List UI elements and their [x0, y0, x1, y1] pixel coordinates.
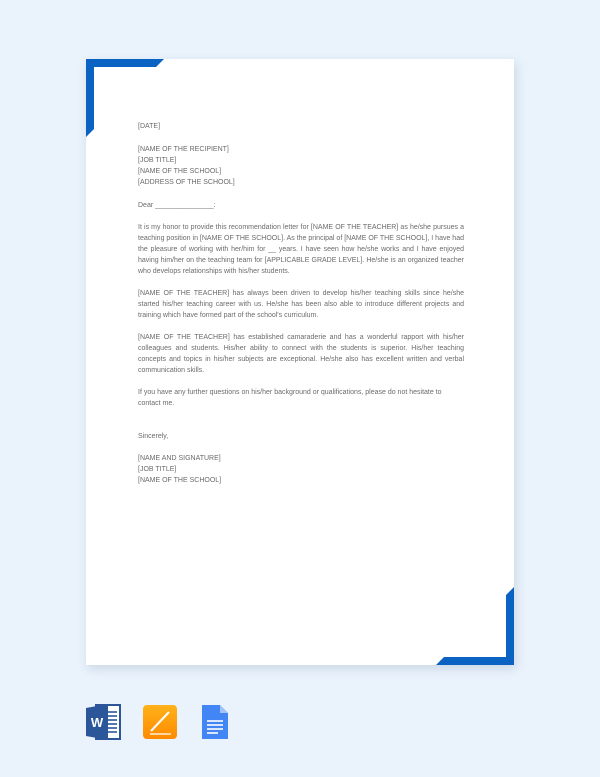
google-docs-icon[interactable]: [198, 703, 234, 741]
signature-name: [NAME AND SIGNATURE]: [138, 455, 221, 462]
salutation: Dear _______________:: [138, 202, 216, 209]
paragraph-contact: If you have any further questions on his/her background or qualifications, please do not hesitate to contact me.: [138, 389, 442, 407]
pages-icon[interactable]: [142, 703, 178, 741]
recipient-address: [ADDRESS OF THE SCHOOL]: [138, 179, 235, 186]
closing: Sincerely,: [138, 433, 169, 440]
paragraph-intro: It is my honor to provide this recommendation letter for [NAME OF THE TEACHER] as he/she pursues a teaching position in [NAME OF THE SCHOOL]. As the principal of [NAME OF THE SCHOOL], I have had the pleasure of working with her/him for __ years. I have seen how he/she works and I have enjoyed having him/her on the teaching team for [APPLICABLE GRADE LEVEL]. He/she is an organized teacher who develops relationships with his/her students.: [138, 224, 464, 275]
corner-accent-bottom-right: [434, 585, 514, 665]
recipient-job-title: [JOB TITLE]: [138, 157, 177, 164]
word-icon-letter: W: [90, 715, 104, 730]
word-icon[interactable]: [86, 703, 122, 741]
letter-page: [86, 59, 514, 665]
recipient-name: [NAME OF THE RECIPIENT]: [138, 146, 229, 153]
recipient-school: [NAME OF THE SCHOOL]: [138, 168, 222, 175]
paragraph-skills: [NAME OF THE TEACHER] has always been driven to develop his/her teaching skills since he/she started his/her teaching career with us. He/she has been also able to introduce different projects and training which have formed part of the school's curriculum.: [138, 290, 464, 319]
signature-school: [NAME OF THE SCHOOL]: [138, 477, 222, 484]
date-field: [DATE]: [138, 123, 161, 130]
paragraph-rapport: [NAME OF THE TEACHER] has established camaraderie and has a wonderful rapport with his/her colleagues and students. His/her ability to connect with the students is superior. His/her teaching concepts and topics in his/her subjects are exceptional. He/she also has excellent written and verbal communication skills.: [138, 334, 464, 374]
signature-job-title: [JOB TITLE]: [138, 466, 177, 473]
letter-body: [138, 121, 464, 486]
